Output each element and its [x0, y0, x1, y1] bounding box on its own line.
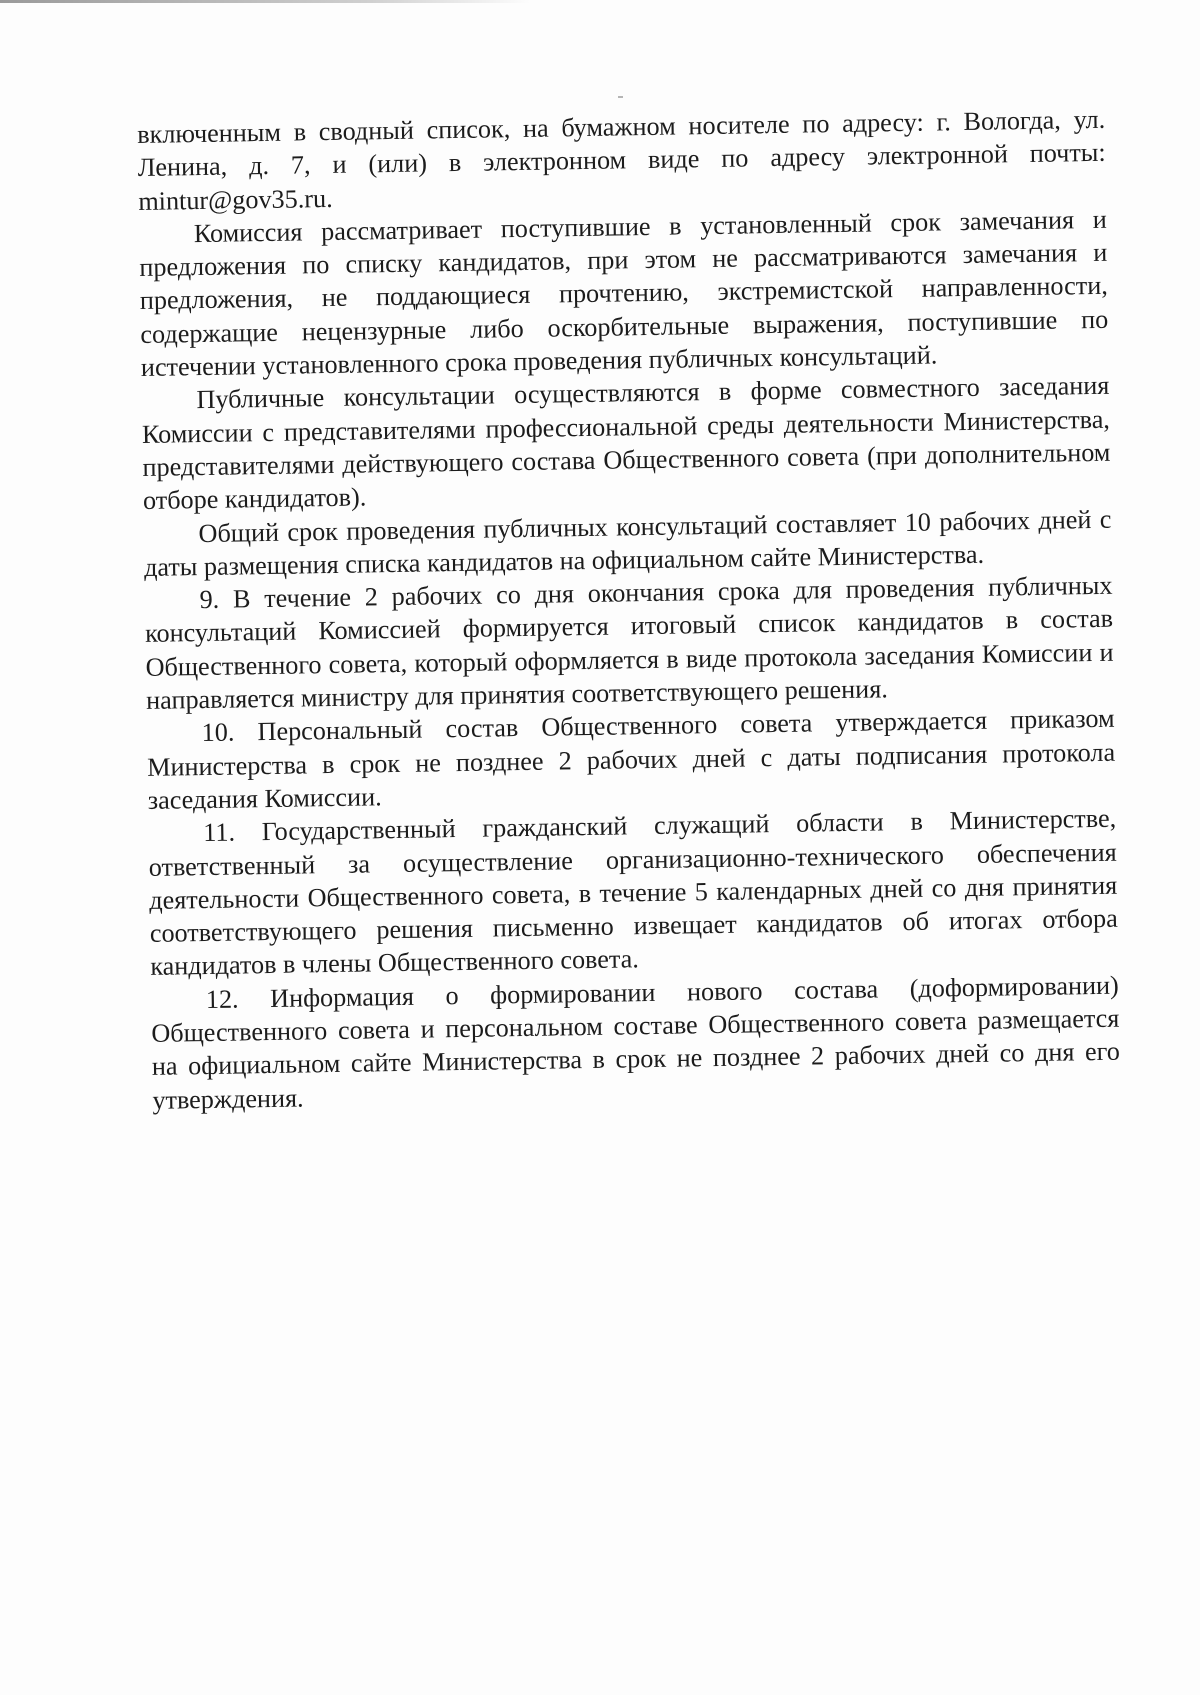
- paragraph-public-consultations: Публичные консультации осуществляются в форме совместного заседания Комиссии с представителями профессиональной среды деятельности Министерства, представителями действующего состава Общественного совета (при дополнительном отборе кандидатов).: [141, 371, 1111, 516]
- document-body: [137, 103, 1121, 1117]
- paragraph-continuation: включенным в сводный список, на бумажном носителе по адресу: г. Вологда, ул. Ленина, д. 7, и (или) в электронном виде по адресу электронной почты: mintur@gov35.ru.: [137, 104, 1106, 216]
- paragraph-item-11: 11. Государственный гражданский служащий области в Министерстве, ответственный за осуществление организационно-технического обеспечения деятельности Общественного совета, в течение 5 календарных дней со дня принятия соответствующего решения письменно извещает кандидатов об итогах отбора кандидатов в члены Общественного совета.: [148, 803, 1118, 982]
- scan-edge-line: [0, 0, 530, 3]
- paragraph-item-9: 9. В течение 2 рабочих со дня окончания срока для проведения публичных консультаций Комиссией формируется итоговый список кандидатов в состав Общественного совета, который оформляется в виде протокола заседания Комиссии и направляется министру для принятия соответствующего решения.: [144, 570, 1114, 715]
- paragraph-item-12: 12. Информация о формировании нового состава (доформировании) Общественного совета и персональном составе Общественного совета размещается на официальном сайте Министерства в срок не позднее 2 рабочих дней со дня его утверждения.: [151, 970, 1121, 1115]
- paragraph-item-10: 10. Персональный состав Общественного совета утверждается приказом Министерства в срок не позднее 2 рабочих дней с даты подписания протокола заседания Комиссии.: [146, 704, 1116, 815]
- paragraph-consultation-term: Общий срок проведения публичных консультаций составляет 10 рабочих дней с даты размещения списка кандидатов на официальном сайте Министерства.: [143, 504, 1112, 582]
- paragraph-commission-review: Комиссия рассматривает поступившие в установленный срок замечания и предложения по списку кандидатов, при этом не рассматриваются замечания и предложения, не поддающиеся прочтению, экстремистской направленности, содержащие нецензурные либо оскорбительные выражения, поступившие по истечении установленного срока проведения публичных консультаций.: [139, 204, 1109, 383]
- scan-speck: [618, 96, 623, 98]
